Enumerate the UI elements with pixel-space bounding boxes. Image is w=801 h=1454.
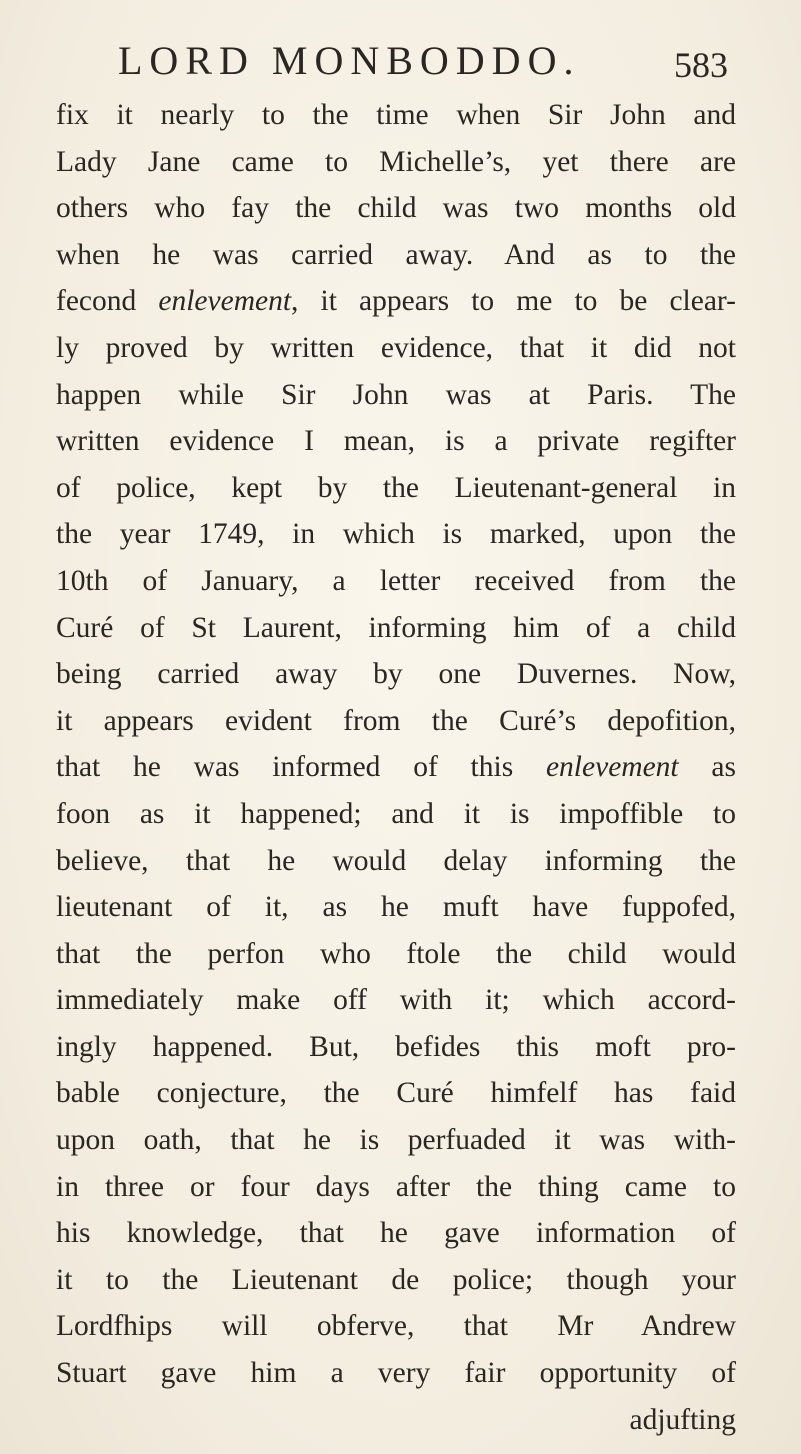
text-segment: Lady Jane came to Michelle’s, yet there are <box>56 145 736 178</box>
text-segment: , it appears to me to be clear- <box>291 285 736 318</box>
text-line <box>56 791 736 838</box>
text-line <box>56 1397 736 1444</box>
text-segment: it appears evident from the Curé’s depofition, <box>56 704 736 737</box>
text-line <box>56 698 736 745</box>
text-line <box>56 558 736 605</box>
text-line <box>56 1070 736 1117</box>
italic-term: enlevement <box>158 285 292 318</box>
text-line <box>56 1257 736 1304</box>
text-line <box>56 744 736 791</box>
text-line <box>56 511 736 558</box>
text-line <box>56 605 736 652</box>
text-segment: written evidence I mean, is a private regifter <box>56 425 736 458</box>
text-segment: others who fay the child was two months old <box>56 192 736 225</box>
text-segment: that the perfon who ftole the child would <box>56 937 736 970</box>
text-segment: fecond <box>56 285 159 318</box>
running-title: LORD MONBODDO. <box>118 38 581 83</box>
text-line <box>56 1164 736 1211</box>
text-segment: of police, kept by the Lieutenant-general in <box>56 471 736 504</box>
text-segment: Curé of St Laurent, informing him of a child <box>56 611 736 644</box>
text-segment: upon oath, that he is perfuaded it was with- <box>56 1124 736 1157</box>
text-segment: adjufting <box>629 1403 736 1436</box>
text-segment: in three or four days after the thing came to <box>56 1170 736 1203</box>
text-segment: being carried away by one Duvernes. Now, <box>56 658 736 691</box>
text-segment: when he was carried away. And as to the <box>56 238 736 271</box>
text-line <box>56 838 736 885</box>
text-line <box>56 1303 736 1350</box>
text-segment: believe, that he would delay informing the <box>56 844 736 877</box>
text-line <box>56 1024 736 1071</box>
text-line <box>56 1350 736 1397</box>
text-segment: 10th of January, a letter received from the <box>56 564 736 597</box>
italic-term: enlevement <box>545 751 679 784</box>
page-number: 583 <box>674 45 728 85</box>
text-segment: ly proved by written evidence, that it did not <box>56 331 736 364</box>
text-segment: foon as it happened; and it is impoffible to <box>56 797 736 830</box>
text-line <box>56 232 736 279</box>
text-line <box>56 139 736 186</box>
text-segment: that he was informed of this <box>56 751 546 784</box>
text-segment: the year 1749, in which is marked, upon the <box>56 518 736 551</box>
text-segment: fix it nearly to the time when Sir John and <box>56 99 736 131</box>
text-segment: lieutenant of it, as he muft have fuppofed, <box>56 891 736 924</box>
text-line <box>56 884 736 931</box>
text-segment: as <box>678 751 736 784</box>
text-segment: bable conjecture, the Curé himfelf has faid <box>56 1077 736 1110</box>
text-line <box>56 372 736 419</box>
running-head <box>118 36 728 86</box>
body-text <box>56 92 736 1443</box>
text-line <box>56 651 736 698</box>
text-segment: Lordfhips will obferve, that Mr Andrew <box>56 1310 736 1343</box>
text-segment: happen while Sir John was at Paris. The <box>56 378 736 411</box>
text-segment: Stuart gave him a very fair opportunity of <box>56 1357 736 1390</box>
text-line <box>56 325 736 372</box>
text-line <box>56 418 736 465</box>
text-line <box>56 92 736 139</box>
text-line <box>56 1117 736 1164</box>
text-line <box>56 278 736 325</box>
text-line <box>56 465 736 512</box>
text-segment: his knowledge, that he gave information of <box>56 1217 736 1250</box>
text-line <box>56 931 736 978</box>
text-line <box>56 185 736 232</box>
text-segment: ingly happened. But, befides this moft pro- <box>56 1030 736 1063</box>
text-segment: immediately make off with it; which accord- <box>56 984 736 1017</box>
text-line <box>56 977 736 1024</box>
text-segment: it to the Lieutenant de police; though your <box>56 1263 736 1296</box>
text-line <box>56 1210 736 1257</box>
